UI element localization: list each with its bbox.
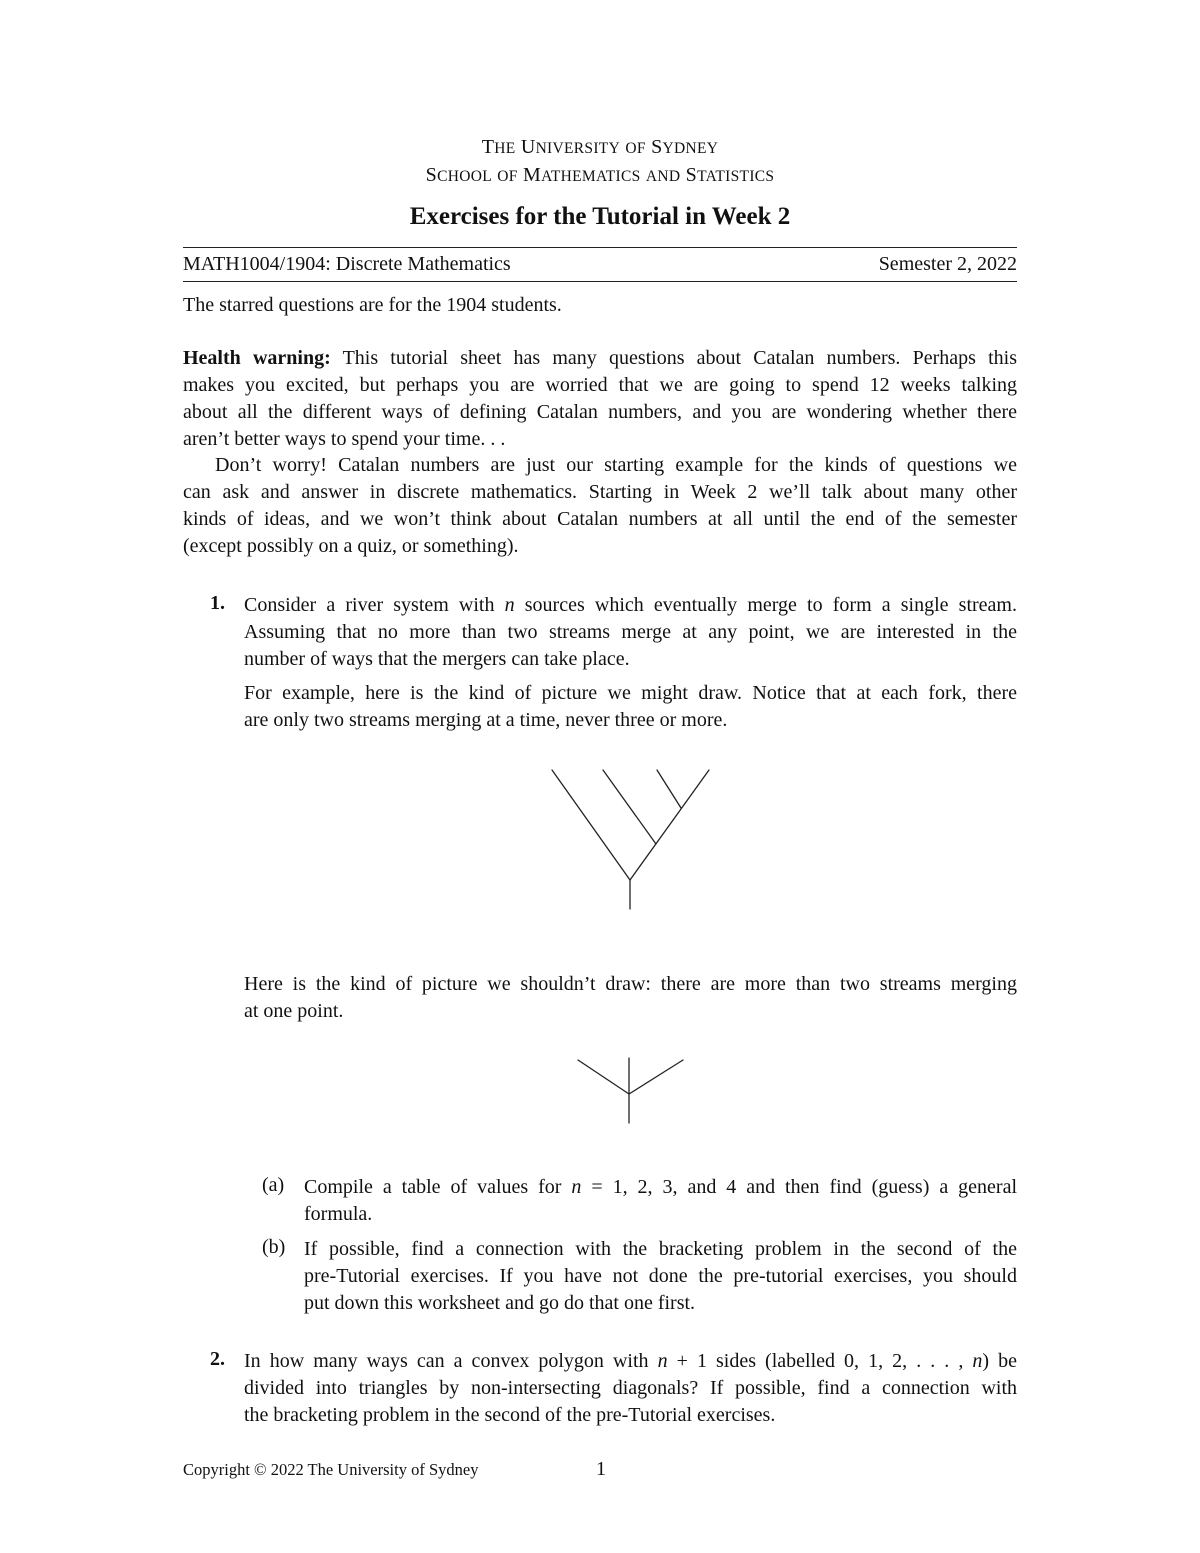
question-1-text: Consider a river system with n sources which eventually merge to form a single stream. Assuming that no more than two streams merge at any point, we are interested in the number of ways that the mergers can take place. <box>244 594 1017 670</box>
course-code: MATH1004/1904: Discrete Mathematics <box>183 253 511 275</box>
tree-branch-mid <box>603 770 656 844</box>
part-b-label: (b) <box>262 1236 286 1258</box>
question-1-number: 1. <box>210 592 225 614</box>
merge-branch-left <box>578 1060 629 1094</box>
question-1-example-text: For example, here is the kind of picture we might draw. Notice that at each fork, there are only two streams merging at a time, never three or more. <box>244 682 1017 731</box>
page-number: 1 <box>596 1458 606 1480</box>
ternary-merge-diagram <box>570 1050 690 1130</box>
part-a-text: Compile a table of values for n = 1, 2, 3, and 4 and then find (guess) a general formula. <box>304 1176 1018 1225</box>
part-a-label: (a) <box>262 1174 285 1196</box>
starred-note: The starred questions are for the 1904 students. <box>183 294 562 316</box>
merge-branch-right <box>629 1060 683 1094</box>
tree-branch-inner <box>657 770 681 808</box>
semester-label: Semester 2, 2022 <box>878 253 1017 275</box>
school-name: SCHOOL OF MATHEMATICS AND STATISTICS <box>425 164 775 186</box>
question-2-number: 2. <box>210 1348 225 1370</box>
question-2-text: In how many ways can a convex polygon with n + 1 sides (labelled 0, 1, 2, . . . , n) be divided into triangles by non-intersecting diagonals? If possible, find a connection with the bracketing problem in the second of the pre-Tutorial exercises. <box>244 1350 1017 1426</box>
page-title: Exercises for the Tutorial in Week 2 <box>409 203 791 230</box>
binary-merge-tree-diagram <box>540 760 720 920</box>
tree-branch-left <box>552 770 630 880</box>
copyright-notice: Copyright © 2022 The University of Sydney <box>183 1460 479 1479</box>
top-rule <box>183 247 1017 248</box>
dont-worry-paragraph: Don’t worry! Catalan numbers are just our starting example for the kinds of questions we can ask and answer in discrete mathematics. Starting in Week 2 we’ll talk about many other kinds of ideas, and we won’t think about Catalan numbers at all until the end of the semester (except possibly on a quiz, or something). <box>183 454 1017 557</box>
question-1-counterexample-text: Here is the kind of picture we shouldn’t draw: there are more than two streams merging at one point. <box>244 973 1017 1022</box>
health-warning: Health warning: This tutorial sheet has many questions about Catalan numbers. Perhaps this makes you excited, but perhaps you are worried that we are going to spend 12 weeks talking about all the different ways of defining Catalan numbers, and you are wondering whether there aren’t better ways to spend your time. . . <box>183 347 1017 450</box>
health-warning-label: Health warning: <box>183 347 331 369</box>
university-name: THE UNIVERSITY OF SYDNEY <box>481 136 719 158</box>
bottom-rule <box>183 281 1017 282</box>
part-b-text: If possible, find a connection with the bracketing problem in the second of the pre-Tutorial exercises. If you have not done the pre-tutorial exercises, you should put down this worksheet and go do that one first. <box>304 1238 1017 1314</box>
